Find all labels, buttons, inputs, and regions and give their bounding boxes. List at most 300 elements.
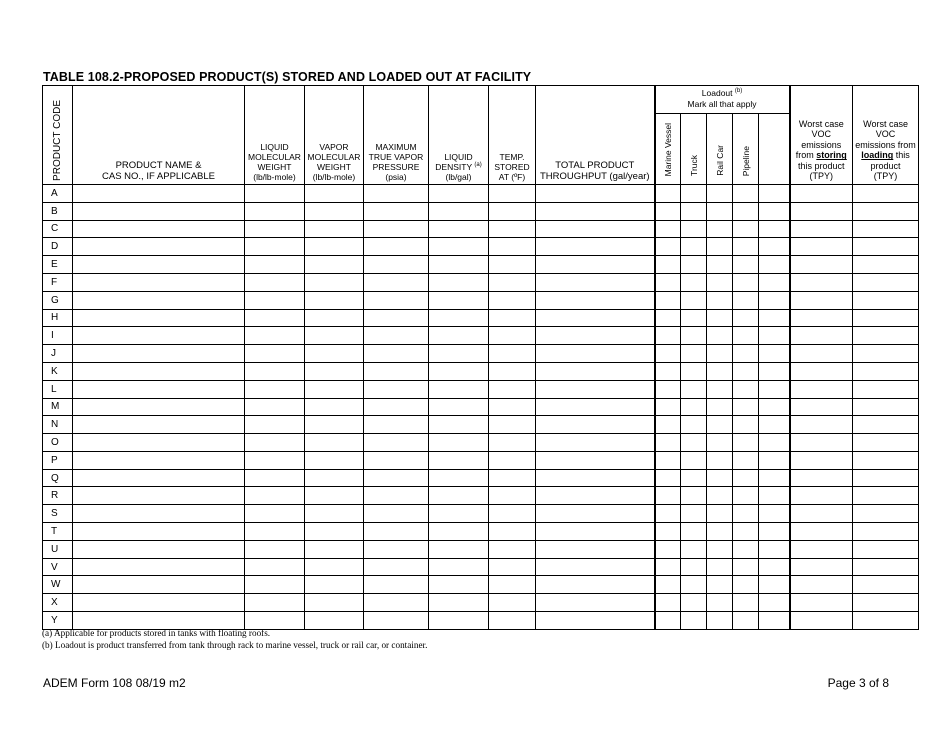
vapor-mw-cell[interactable]: [305, 327, 364, 345]
pipeline-cell[interactable]: [733, 451, 759, 469]
rail-car-cell[interactable]: [707, 256, 733, 274]
storing-emissions-cell[interactable]: [790, 416, 853, 434]
storing-emissions-cell[interactable]: [790, 612, 853, 630]
product-name-cell[interactable]: [73, 451, 245, 469]
product-name-cell[interactable]: [73, 576, 245, 594]
max-tvp-cell[interactable]: [364, 523, 429, 541]
loadout-blank-cell[interactable]: [759, 398, 790, 416]
storing-emissions-cell[interactable]: [790, 238, 853, 256]
temp-stored-cell[interactable]: [489, 309, 536, 327]
pipeline-cell[interactable]: [733, 238, 759, 256]
truck-cell[interactable]: [681, 309, 707, 327]
rail-car-cell[interactable]: [707, 327, 733, 345]
marine-vessel-cell[interactable]: [655, 505, 681, 523]
rail-car-cell[interactable]: [707, 469, 733, 487]
throughput-cell[interactable]: [536, 273, 655, 291]
throughput-cell[interactable]: [536, 238, 655, 256]
vapor-mw-cell[interactable]: [305, 345, 364, 363]
product-name-cell[interactable]: [73, 398, 245, 416]
liquid-mw-cell[interactable]: [245, 434, 305, 452]
loading-emissions-cell[interactable]: [853, 540, 919, 558]
liquid-density-cell[interactable]: [429, 291, 489, 309]
storing-emissions-cell[interactable]: [790, 345, 853, 363]
liquid-density-cell[interactable]: [429, 558, 489, 576]
throughput-cell[interactable]: [536, 451, 655, 469]
marine-vessel-cell[interactable]: [655, 434, 681, 452]
liquid-density-cell[interactable]: [429, 612, 489, 630]
vapor-mw-cell[interactable]: [305, 416, 364, 434]
throughput-cell[interactable]: [536, 540, 655, 558]
loading-emissions-cell[interactable]: [853, 362, 919, 380]
pipeline-cell[interactable]: [733, 380, 759, 398]
vapor-mw-cell[interactable]: [305, 202, 364, 220]
pipeline-cell[interactable]: [733, 469, 759, 487]
throughput-cell[interactable]: [536, 309, 655, 327]
rail-car-cell[interactable]: [707, 487, 733, 505]
loading-emissions-cell[interactable]: [853, 416, 919, 434]
temp-stored-cell[interactable]: [489, 576, 536, 594]
throughput-cell[interactable]: [536, 202, 655, 220]
rail-car-cell[interactable]: [707, 362, 733, 380]
max-tvp-cell[interactable]: [364, 434, 429, 452]
loading-emissions-cell[interactable]: [853, 345, 919, 363]
liquid-density-cell[interactable]: [429, 594, 489, 612]
throughput-cell[interactable]: [536, 345, 655, 363]
pipeline-cell[interactable]: [733, 612, 759, 630]
pipeline-cell[interactable]: [733, 291, 759, 309]
loadout-blank-cell[interactable]: [759, 238, 790, 256]
temp-stored-cell[interactable]: [489, 291, 536, 309]
product-name-cell[interactable]: [73, 256, 245, 274]
temp-stored-cell[interactable]: [489, 505, 536, 523]
product-name-cell[interactable]: [73, 345, 245, 363]
pipeline-cell[interactable]: [733, 523, 759, 541]
liquid-density-cell[interactable]: [429, 416, 489, 434]
liquid-density-cell[interactable]: [429, 184, 489, 202]
throughput-cell[interactable]: [536, 220, 655, 238]
storing-emissions-cell[interactable]: [790, 451, 853, 469]
storing-emissions-cell[interactable]: [790, 434, 853, 452]
loading-emissions-cell[interactable]: [853, 291, 919, 309]
product-name-cell[interactable]: [73, 362, 245, 380]
vapor-mw-cell[interactable]: [305, 469, 364, 487]
max-tvp-cell[interactable]: [364, 594, 429, 612]
loading-emissions-cell[interactable]: [853, 202, 919, 220]
vapor-mw-cell[interactable]: [305, 558, 364, 576]
throughput-cell[interactable]: [536, 362, 655, 380]
liquid-mw-cell[interactable]: [245, 256, 305, 274]
truck-cell[interactable]: [681, 220, 707, 238]
marine-vessel-cell[interactable]: [655, 451, 681, 469]
product-name-cell[interactable]: [73, 434, 245, 452]
loading-emissions-cell[interactable]: [853, 469, 919, 487]
liquid-mw-cell[interactable]: [245, 220, 305, 238]
product-name-cell[interactable]: [73, 327, 245, 345]
truck-cell[interactable]: [681, 540, 707, 558]
vapor-mw-cell[interactable]: [305, 220, 364, 238]
throughput-cell[interactable]: [536, 505, 655, 523]
max-tvp-cell[interactable]: [364, 558, 429, 576]
storing-emissions-cell[interactable]: [790, 327, 853, 345]
truck-cell[interactable]: [681, 612, 707, 630]
loading-emissions-cell[interactable]: [853, 594, 919, 612]
temp-stored-cell[interactable]: [489, 451, 536, 469]
pipeline-cell[interactable]: [733, 558, 759, 576]
rail-car-cell[interactable]: [707, 540, 733, 558]
loadout-blank-cell[interactable]: [759, 540, 790, 558]
rail-car-cell[interactable]: [707, 416, 733, 434]
temp-stored-cell[interactable]: [489, 273, 536, 291]
throughput-cell[interactable]: [536, 434, 655, 452]
pipeline-cell[interactable]: [733, 220, 759, 238]
throughput-cell[interactable]: [536, 291, 655, 309]
rail-car-cell[interactable]: [707, 451, 733, 469]
temp-stored-cell[interactable]: [489, 540, 536, 558]
storing-emissions-cell[interactable]: [790, 505, 853, 523]
truck-cell[interactable]: [681, 256, 707, 274]
liquid-density-cell[interactable]: [429, 327, 489, 345]
temp-stored-cell[interactable]: [489, 256, 536, 274]
loadout-blank-cell[interactable]: [759, 327, 790, 345]
loading-emissions-cell[interactable]: [853, 451, 919, 469]
liquid-mw-cell[interactable]: [245, 398, 305, 416]
product-name-cell[interactable]: [73, 416, 245, 434]
pipeline-cell[interactable]: [733, 184, 759, 202]
rail-car-cell[interactable]: [707, 380, 733, 398]
marine-vessel-cell[interactable]: [655, 558, 681, 576]
marine-vessel-cell[interactable]: [655, 256, 681, 274]
marine-vessel-cell[interactable]: [655, 594, 681, 612]
truck-cell[interactable]: [681, 523, 707, 541]
vapor-mw-cell[interactable]: [305, 505, 364, 523]
throughput-cell[interactable]: [536, 594, 655, 612]
pipeline-cell[interactable]: [733, 594, 759, 612]
rail-car-cell[interactable]: [707, 202, 733, 220]
max-tvp-cell[interactable]: [364, 184, 429, 202]
liquid-density-cell[interactable]: [429, 273, 489, 291]
temp-stored-cell[interactable]: [489, 558, 536, 576]
marine-vessel-cell[interactable]: [655, 612, 681, 630]
marine-vessel-cell[interactable]: [655, 309, 681, 327]
vapor-mw-cell[interactable]: [305, 291, 364, 309]
throughput-cell[interactable]: [536, 184, 655, 202]
temp-stored-cell[interactable]: [489, 238, 536, 256]
liquid-mw-cell[interactable]: [245, 362, 305, 380]
vapor-mw-cell[interactable]: [305, 398, 364, 416]
max-tvp-cell[interactable]: [364, 416, 429, 434]
temp-stored-cell[interactable]: [489, 327, 536, 345]
product-name-cell[interactable]: [73, 612, 245, 630]
rail-car-cell[interactable]: [707, 434, 733, 452]
liquid-mw-cell[interactable]: [245, 576, 305, 594]
liquid-mw-cell[interactable]: [245, 327, 305, 345]
temp-stored-cell[interactable]: [489, 362, 536, 380]
vapor-mw-cell[interactable]: [305, 540, 364, 558]
product-name-cell[interactable]: [73, 309, 245, 327]
marine-vessel-cell[interactable]: [655, 416, 681, 434]
loadout-blank-cell[interactable]: [759, 469, 790, 487]
liquid-mw-cell[interactable]: [245, 523, 305, 541]
truck-cell[interactable]: [681, 238, 707, 256]
rail-car-cell[interactable]: [707, 184, 733, 202]
vapor-mw-cell[interactable]: [305, 612, 364, 630]
product-name-cell[interactable]: [73, 291, 245, 309]
pipeline-cell[interactable]: [733, 540, 759, 558]
liquid-density-cell[interactable]: [429, 523, 489, 541]
temp-stored-cell[interactable]: [489, 487, 536, 505]
product-name-cell[interactable]: [73, 487, 245, 505]
max-tvp-cell[interactable]: [364, 540, 429, 558]
storing-emissions-cell[interactable]: [790, 380, 853, 398]
max-tvp-cell[interactable]: [364, 327, 429, 345]
truck-cell[interactable]: [681, 434, 707, 452]
truck-cell[interactable]: [681, 487, 707, 505]
pipeline-cell[interactable]: [733, 398, 759, 416]
liquid-mw-cell[interactable]: [245, 487, 305, 505]
storing-emissions-cell[interactable]: [790, 576, 853, 594]
rail-car-cell[interactable]: [707, 273, 733, 291]
max-tvp-cell[interactable]: [364, 345, 429, 363]
vapor-mw-cell[interactable]: [305, 451, 364, 469]
vapor-mw-cell[interactable]: [305, 594, 364, 612]
truck-cell[interactable]: [681, 184, 707, 202]
temp-stored-cell[interactable]: [489, 612, 536, 630]
loadout-blank-cell[interactable]: [759, 487, 790, 505]
throughput-cell[interactable]: [536, 612, 655, 630]
liquid-mw-cell[interactable]: [245, 594, 305, 612]
liquid-density-cell[interactable]: [429, 487, 489, 505]
liquid-mw-cell[interactable]: [245, 416, 305, 434]
loading-emissions-cell[interactable]: [853, 184, 919, 202]
marine-vessel-cell[interactable]: [655, 362, 681, 380]
rail-car-cell[interactable]: [707, 309, 733, 327]
pipeline-cell[interactable]: [733, 416, 759, 434]
throughput-cell[interactable]: [536, 256, 655, 274]
rail-car-cell[interactable]: [707, 345, 733, 363]
pipeline-cell[interactable]: [733, 362, 759, 380]
vapor-mw-cell[interactable]: [305, 238, 364, 256]
max-tvp-cell[interactable]: [364, 398, 429, 416]
truck-cell[interactable]: [681, 345, 707, 363]
loadout-blank-cell[interactable]: [759, 416, 790, 434]
liquid-density-cell[interactable]: [429, 345, 489, 363]
loadout-blank-cell[interactable]: [759, 612, 790, 630]
loading-emissions-cell[interactable]: [853, 434, 919, 452]
loadout-blank-cell[interactable]: [759, 558, 790, 576]
liquid-mw-cell[interactable]: [245, 380, 305, 398]
max-tvp-cell[interactable]: [364, 451, 429, 469]
storing-emissions-cell[interactable]: [790, 220, 853, 238]
truck-cell[interactable]: [681, 202, 707, 220]
truck-cell[interactable]: [681, 398, 707, 416]
temp-stored-cell[interactable]: [489, 380, 536, 398]
liquid-mw-cell[interactable]: [245, 345, 305, 363]
throughput-cell[interactable]: [536, 558, 655, 576]
max-tvp-cell[interactable]: [364, 487, 429, 505]
truck-cell[interactable]: [681, 273, 707, 291]
loadout-blank-cell[interactable]: [759, 220, 790, 238]
throughput-cell[interactable]: [536, 576, 655, 594]
liquid-density-cell[interactable]: [429, 540, 489, 558]
storing-emissions-cell[interactable]: [790, 469, 853, 487]
truck-cell[interactable]: [681, 380, 707, 398]
loadout-blank-cell[interactable]: [759, 202, 790, 220]
vapor-mw-cell[interactable]: [305, 523, 364, 541]
vapor-mw-cell[interactable]: [305, 434, 364, 452]
marine-vessel-cell[interactable]: [655, 202, 681, 220]
throughput-cell[interactable]: [536, 523, 655, 541]
loadout-blank-cell[interactable]: [759, 184, 790, 202]
product-name-cell[interactable]: [73, 220, 245, 238]
temp-stored-cell[interactable]: [489, 398, 536, 416]
marine-vessel-cell[interactable]: [655, 380, 681, 398]
loadout-blank-cell[interactable]: [759, 451, 790, 469]
marine-vessel-cell[interactable]: [655, 220, 681, 238]
loading-emissions-cell[interactable]: [853, 576, 919, 594]
temp-stored-cell[interactable]: [489, 345, 536, 363]
truck-cell[interactable]: [681, 505, 707, 523]
storing-emissions-cell[interactable]: [790, 594, 853, 612]
storing-emissions-cell[interactable]: [790, 184, 853, 202]
marine-vessel-cell[interactable]: [655, 291, 681, 309]
rail-car-cell[interactable]: [707, 398, 733, 416]
truck-cell[interactable]: [681, 558, 707, 576]
liquid-mw-cell[interactable]: [245, 238, 305, 256]
truck-cell[interactable]: [681, 362, 707, 380]
loading-emissions-cell[interactable]: [853, 327, 919, 345]
max-tvp-cell[interactable]: [364, 238, 429, 256]
throughput-cell[interactable]: [536, 327, 655, 345]
rail-car-cell[interactable]: [707, 220, 733, 238]
marine-vessel-cell[interactable]: [655, 184, 681, 202]
liquid-density-cell[interactable]: [429, 576, 489, 594]
loadout-blank-cell[interactable]: [759, 505, 790, 523]
product-name-cell[interactable]: [73, 238, 245, 256]
max-tvp-cell[interactable]: [364, 362, 429, 380]
product-name-cell[interactable]: [73, 202, 245, 220]
product-name-cell[interactable]: [73, 273, 245, 291]
truck-cell[interactable]: [681, 576, 707, 594]
temp-stored-cell[interactable]: [489, 184, 536, 202]
max-tvp-cell[interactable]: [364, 256, 429, 274]
throughput-cell[interactable]: [536, 380, 655, 398]
rail-car-cell[interactable]: [707, 291, 733, 309]
max-tvp-cell[interactable]: [364, 612, 429, 630]
loading-emissions-cell[interactable]: [853, 220, 919, 238]
storing-emissions-cell[interactable]: [790, 487, 853, 505]
product-name-cell[interactable]: [73, 505, 245, 523]
vapor-mw-cell[interactable]: [305, 487, 364, 505]
temp-stored-cell[interactable]: [489, 416, 536, 434]
max-tvp-cell[interactable]: [364, 309, 429, 327]
storing-emissions-cell[interactable]: [790, 558, 853, 576]
storing-emissions-cell[interactable]: [790, 291, 853, 309]
pipeline-cell[interactable]: [733, 487, 759, 505]
max-tvp-cell[interactable]: [364, 469, 429, 487]
pipeline-cell[interactable]: [733, 505, 759, 523]
storing-emissions-cell[interactable]: [790, 273, 853, 291]
truck-cell[interactable]: [681, 291, 707, 309]
liquid-mw-cell[interactable]: [245, 184, 305, 202]
pipeline-cell[interactable]: [733, 256, 759, 274]
loading-emissions-cell[interactable]: [853, 612, 919, 630]
liquid-density-cell[interactable]: [429, 505, 489, 523]
max-tvp-cell[interactable]: [364, 291, 429, 309]
max-tvp-cell[interactable]: [364, 380, 429, 398]
liquid-density-cell[interactable]: [429, 309, 489, 327]
temp-stored-cell[interactable]: [489, 434, 536, 452]
loading-emissions-cell[interactable]: [853, 505, 919, 523]
liquid-mw-cell[interactable]: [245, 309, 305, 327]
temp-stored-cell[interactable]: [489, 469, 536, 487]
liquid-density-cell[interactable]: [429, 202, 489, 220]
liquid-density-cell[interactable]: [429, 451, 489, 469]
liquid-density-cell[interactable]: [429, 362, 489, 380]
temp-stored-cell[interactable]: [489, 220, 536, 238]
marine-vessel-cell[interactable]: [655, 238, 681, 256]
loading-emissions-cell[interactable]: [853, 523, 919, 541]
liquid-mw-cell[interactable]: [245, 558, 305, 576]
truck-cell[interactable]: [681, 469, 707, 487]
max-tvp-cell[interactable]: [364, 220, 429, 238]
liquid-mw-cell[interactable]: [245, 273, 305, 291]
loadout-blank-cell[interactable]: [759, 594, 790, 612]
loadout-blank-cell[interactable]: [759, 362, 790, 380]
truck-cell[interactable]: [681, 594, 707, 612]
liquid-mw-cell[interactable]: [245, 291, 305, 309]
temp-stored-cell[interactable]: [489, 594, 536, 612]
storing-emissions-cell[interactable]: [790, 540, 853, 558]
liquid-mw-cell[interactable]: [245, 612, 305, 630]
rail-car-cell[interactable]: [707, 576, 733, 594]
truck-cell[interactable]: [681, 416, 707, 434]
liquid-density-cell[interactable]: [429, 220, 489, 238]
vapor-mw-cell[interactable]: [305, 273, 364, 291]
storing-emissions-cell[interactable]: [790, 398, 853, 416]
max-tvp-cell[interactable]: [364, 505, 429, 523]
storing-emissions-cell[interactable]: [790, 202, 853, 220]
temp-stored-cell[interactable]: [489, 202, 536, 220]
temp-stored-cell[interactable]: [489, 523, 536, 541]
loadout-blank-cell[interactable]: [759, 523, 790, 541]
storing-emissions-cell[interactable]: [790, 309, 853, 327]
product-name-cell[interactable]: [73, 594, 245, 612]
liquid-density-cell[interactable]: [429, 469, 489, 487]
loadout-blank-cell[interactable]: [759, 576, 790, 594]
product-name-cell[interactable]: [73, 184, 245, 202]
loadout-blank-cell[interactable]: [759, 273, 790, 291]
vapor-mw-cell[interactable]: [305, 362, 364, 380]
liquid-density-cell[interactable]: [429, 434, 489, 452]
pipeline-cell[interactable]: [733, 273, 759, 291]
throughput-cell[interactable]: [536, 416, 655, 434]
loadout-blank-cell[interactable]: [759, 434, 790, 452]
marine-vessel-cell[interactable]: [655, 398, 681, 416]
marine-vessel-cell[interactable]: [655, 273, 681, 291]
loadout-blank-cell[interactable]: [759, 256, 790, 274]
vapor-mw-cell[interactable]: [305, 256, 364, 274]
throughput-cell[interactable]: [536, 487, 655, 505]
loadout-blank-cell[interactable]: [759, 291, 790, 309]
vapor-mw-cell[interactable]: [305, 184, 364, 202]
loadout-blank-cell[interactable]: [759, 380, 790, 398]
rail-car-cell[interactable]: [707, 238, 733, 256]
loading-emissions-cell[interactable]: [853, 380, 919, 398]
pipeline-cell[interactable]: [733, 202, 759, 220]
loading-emissions-cell[interactable]: [853, 273, 919, 291]
loading-emissions-cell[interactable]: [853, 238, 919, 256]
max-tvp-cell[interactable]: [364, 273, 429, 291]
